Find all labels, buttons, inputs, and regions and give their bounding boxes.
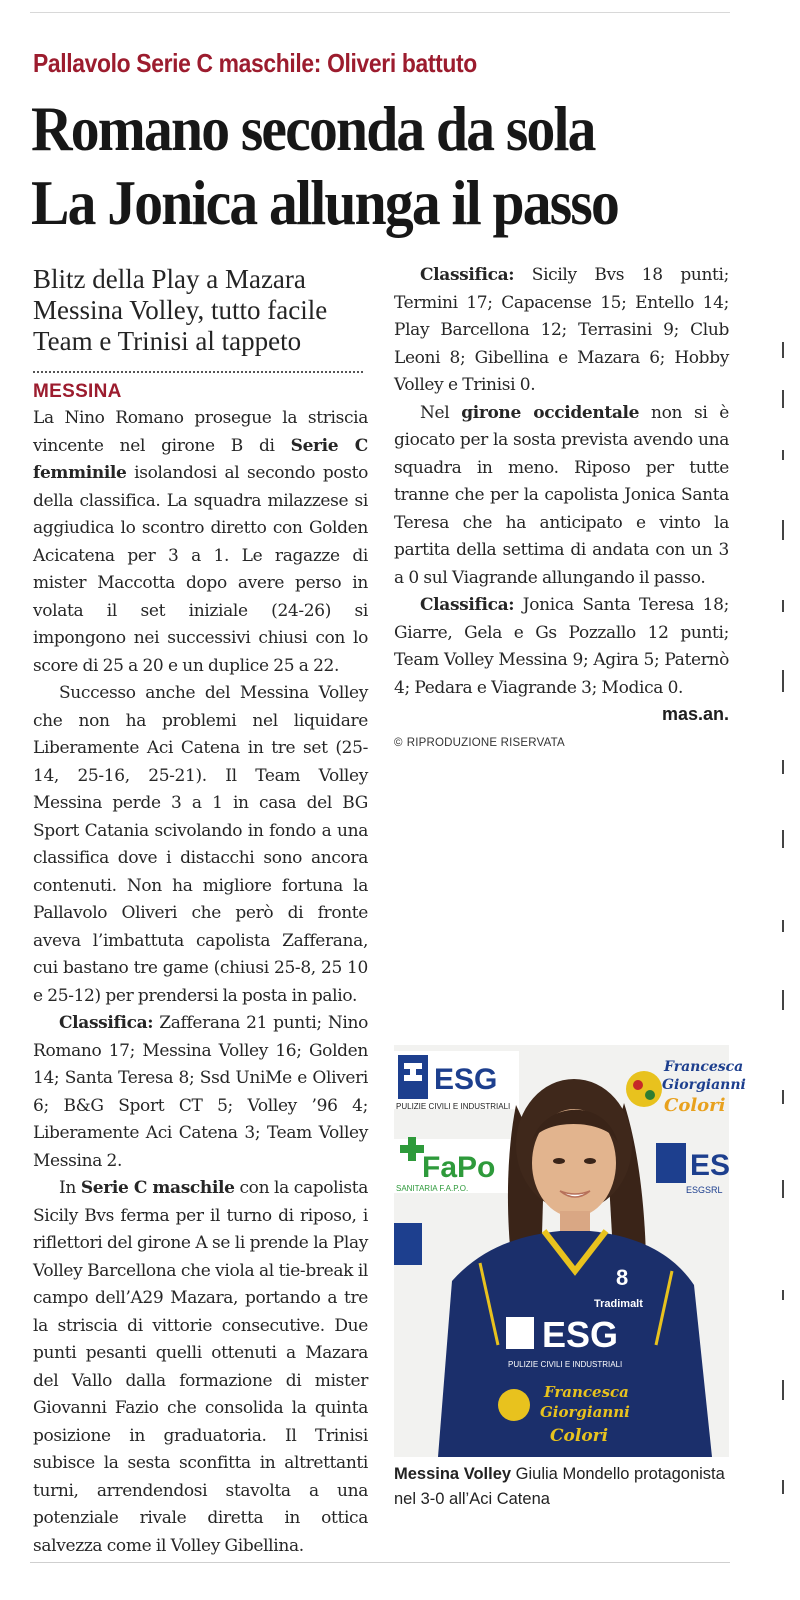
svg-text:FaPo: FaPo [422,1151,496,1184]
svg-text:Giorgianni: Giorgianni [540,1403,630,1421]
paragraph-girone-occidentale: Nel girone occidentale non si è giocato per la sosta prevista avendo una squadra in meno. Riposo per tutte tranne che per la capolista Jonica Santa Teresa che ha anticipato e vinto la partita della settima di andata con un 3 a 0 sul Viagrande allungando il passo. [394,402,729,588]
svg-text:ESGSRL: ESGSRL [686,1185,723,1195]
svg-text:Tradimalt: Tradimalt [594,1298,643,1310]
svg-text:ESG: ESG [434,1063,498,1096]
standings-label: Classifica: [59,1013,154,1033]
paragraph-standings-girone-a: Classifica: Sicily Bvs 18 punti; Termini 17; Capacense 15; Entello 14; Play Barcellona 12; Terrasini 9; Club Leoni 8; Gibellina e Mazara 6; Hobby Volley e Trinisi 0. [394,265,729,395]
svg-text:ESG: ESG [542,1314,619,1355]
svg-text:Giorgianni: Giorgianni [662,1077,746,1093]
fapo-logo [394,1137,512,1193]
column-left [33,262,368,1560]
paragraph-4: In Serie C maschile con la capolista Sicily Bvs ferma per il turno di riposo, i riflettori del girone A se li prende la Play Volley Barcellona che viola al tie-break il campo dell’A29 Mazara, portando a tre la striscia di vittorie consecutive. Due punti pesanti quelli ottenuti a Mazara del Vallo dalla formazione di mister Giovanni Fazio che consolida la quinta posizione in graduatoria. Il Trinisi subisce la sesta sconfitta in altrettanti turni, arrendendosi stavolta a una potenziale rivale diretta in ottica salvezza come il Volley Gibellina. [33,1178,368,1556]
top-rule [30,12,730,13]
player-photo-illustration [394,1045,746,1457]
dateline: MESSINA [33,381,122,402]
bottom-rule [30,1562,730,1563]
page-edge-marks [776,330,790,1530]
sub-headline-line-2: Messina Volley, tutto facile [33,295,328,325]
svg-text:Colori: Colori [664,1095,726,1116]
sub-headline-line-1: Blitz della Play a Mazara [33,264,306,294]
caption-team: Messina Volley [394,1465,512,1483]
headline [31,92,618,240]
headline-line-2: La Jonica allunga il passo [31,167,618,238]
svg-text:Colori: Colori [550,1426,609,1446]
sub-headline-line-3: Team e Trinisi al tappeto [33,326,302,356]
dotted-divider [33,371,363,373]
paragraph-standings-occidentale: Classifica: Jonica Santa Teresa 18; Giarre, Gela e Gs Pozzallo 12 punti; Team Volley Messina 9; Agira 5; Paternò 4; Pedara e Viagrande 3; Modica 0. [394,595,729,698]
emphasis-girone-occidentale: girone occidentale [461,402,640,423]
esg-logo-small [394,1223,422,1265]
emphasis-serie-c-maschile: Serie C maschile [80,1178,235,1198]
copyright-icon: © [394,737,403,749]
standings-label: Classifica: [420,595,515,615]
svg-text:Francesca: Francesca [664,1059,744,1075]
svg-text:8: 8 [616,1265,629,1290]
sub-headline [33,264,368,357]
svg-text:PULIZIE CIVILI E INDUSTRIALI: PULIZIE CIVILI E INDUSTRIALI [396,1102,511,1111]
svg-text:ES: ES [690,1149,731,1182]
esg-banner-left [394,1051,519,1111]
author-credit: mas.an. [661,704,729,724]
svg-text:PULIZIE CIVILI E INDUSTRIALI: PULIZIE CIVILI E INDUSTRIALI [508,1360,623,1369]
standings-label: Classifica: [420,265,515,285]
svg-text:SANITARIA F.A.P.O.: SANITARIA F.A.P.O. [396,1184,469,1193]
emphasis-serie-c-femminile: Serie C femminile [33,435,368,483]
paragraph-1: La Nino Romano prosegue la striscia vincente nel girone B di Serie C femminile isolandosi al secondo posto della classifica. La squadra milazzese si aggiudica lo scontro diretto con Golden Acicatena per 3 a 1. Le ragazze di mister Maccotta dopo avere perso in volata il set iniziale (24-26) si impongono nei successivi chiusi con lo score di 25 a 20 e un duplice 25 a 22. [33,408,368,676]
kicker: Pallavolo Serie C maschile: Oliveri battuto [33,48,477,78]
player-photo [394,1045,746,1457]
svg-text:Francesca: Francesca [544,1383,629,1401]
copyright-notice: © RIPRODUZIONE RISERVATA [394,737,565,749]
paragraph-standings-female: Classifica: Zafferana 21 punti; Nino Romano 17; Messina Volley 16; Golden 14; Santa Teresa 8; Ssd UniMe e Oliveri 6; B&G Sport CT 5; Volley ’96 4; Liberamente Aci Catena 3; Team Volley Messina 2. [33,1013,368,1171]
headline-line-1: Romano seconda da sola [31,93,595,164]
column-right [394,262,729,749]
photo-caption: Messina Volley Giulia Mondello protagonista nel 3-0 all’Aci Catena [394,1465,725,1508]
paragraph-2: Successo anche del Messina Volley che non ha problemi nel liquidare Liberamente Aci Catena in tre set (25-14, 25-16, 25-21). Il Team Volley Messina perde 3 a 1 in casa del BG Sport Catania scivolando in fondo a una classifica dove i distacchi sono ancora contenuti. Non ha migliore fortuna la Pallavolo Oliveri che però di fronte aveva l’imbattuta capolista Zafferana, cui bastano tre game (chiusi 25-8, 25 10 e 25-12) per prendersi la posta in palio. [33,683,368,1006]
